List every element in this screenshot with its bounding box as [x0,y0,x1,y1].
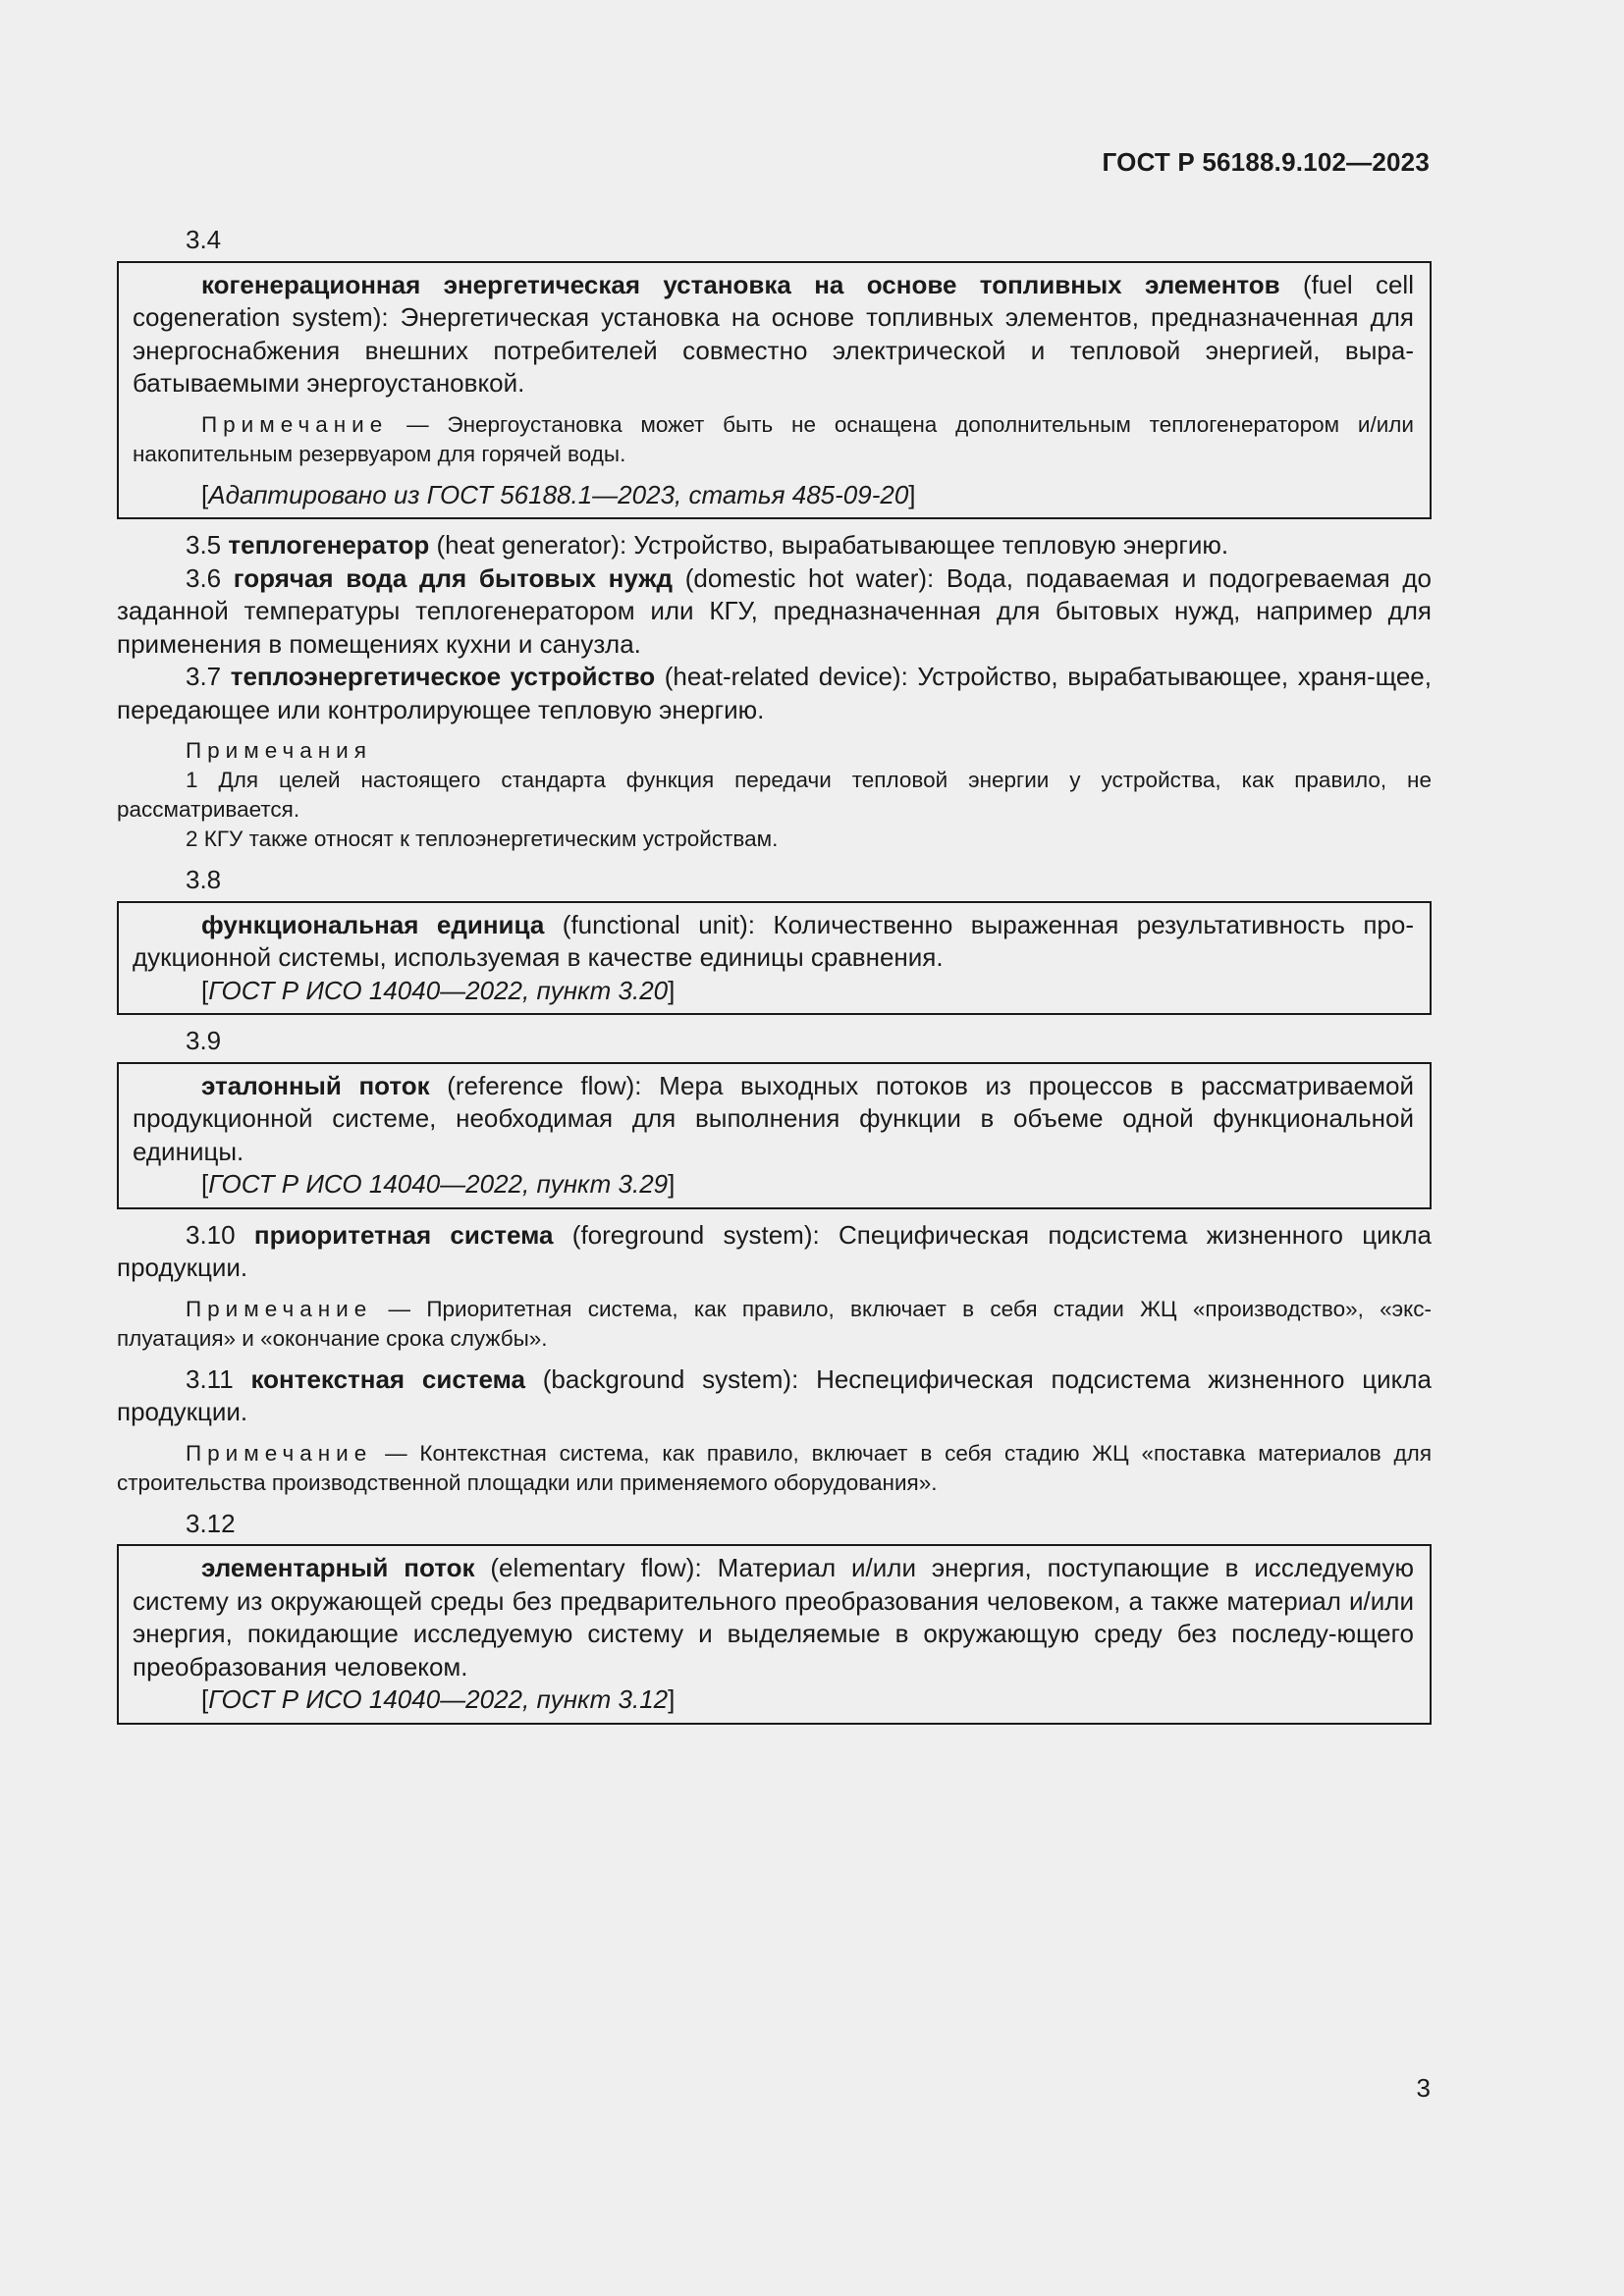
page-number: 3 [1416,2073,1431,2103]
source-reference: Адаптировано из ГОСТ 56188.1—2023, статья 485-09-20 [208,479,909,509]
term-number: 3.8 [186,865,222,894]
note-label: Примечание [186,1296,373,1321]
term-title: когенерационная энергетическая установка на основе топливных элементов [201,269,1280,299]
term-source: [Адаптировано из ГОСТ 56188.1—2023, статья 485-09-20] [201,479,916,509]
term-note [133,410,1414,469]
term-definition [117,661,1432,726]
source-reference: ГОСТ Р ИСО 14040—2022, пункт 3.29 [208,1169,669,1199]
note-text: — Энергоустановка может быть не оснащена дополнительным теплогенератором и/или накопительным резервуаром для горячей воды. [133,411,1414,466]
term-number: 3.9 [186,1026,222,1055]
standard-code: ГОСТ Р 56188.9.102—2023 [1102,147,1430,177]
document-body [117,224,1432,1735]
definition-text: (heat generator): Устройство, вырабатывающее тепловую энергию. [429,530,1229,560]
term-number: 3.10 [186,1219,254,1250]
definition-text: (background system): Неспецифическая подсистема жизненного цикла продукции. [117,1363,1432,1426]
term-source: [ГОСТ Р ИСО 14040—2022, пункт 3.12] [201,1684,676,1714]
note-label: Примечание [201,411,389,437]
term-definition [117,529,1432,562]
term-definition [133,1552,1414,1683]
definition-text: (fuel cell cogeneration system): Энергетическая установка на основе топливных элементов, предназначенная для энергоснабжения внешних потребителей совместно электрической и тепловой энергией, выра-батываемыми энергоустановкой. [133,269,1414,398]
term-note [117,1295,1432,1354]
definition-text: (foreground system): Специфическая подсистема жизненного цикла продукции. [117,1219,1432,1282]
term-title: контекстная система [250,1363,525,1394]
term-definition [133,1070,1414,1169]
term-number: 3.6 [186,562,234,593]
term-title: элементарный поток [201,1553,475,1582]
term-definition [133,909,1414,975]
source-reference: ГОСТ Р ИСО 14040—2022, пункт 3.20 [208,975,669,1005]
definition-text: (domestic hot water): Вода, подаваемая и подогреваемая до заданной температуры теплогенератором или КГУ, предназначенная для бытовых нужд, например для применения в помещениях кухни и санузла. [117,562,1432,659]
term-box-3-9 [117,1062,1432,1209]
term-box-3-12 [117,1544,1432,1725]
term-definition [133,269,1414,400]
term-title: горячая вода для бытовых нужд [233,562,674,593]
term-number: 3.7 [186,662,231,691]
term-box-3-4 [117,261,1432,520]
definition-text: (functional unit): Количественно выраженная результативность про-дукционной системы, используемая в качестве единицы сравнения. [133,909,1414,972]
term-title: теплоэнергетическое устройство [230,662,656,691]
term-title: функциональная единица [201,909,545,939]
term-source: [ГОСТ Р ИСО 14040—2022, пункт 3.29] [201,1169,676,1199]
term-source: [ГОСТ Р ИСО 14040—2022, пункт 3.20] [201,975,676,1005]
term-box-3-8 [117,901,1432,1016]
definition-text: (heat-related device): Устройство, вырабатывающее, храня-щее, передающее или контролирующее тепловую энергию. [117,662,1432,724]
note-text: — Контекстная система, как правило, включает в себя стадию ЖЦ «поставка материалов для строительства производственной площадки или применяемого оборудования». [117,1440,1432,1495]
definition-text: (reference flow): Мера выходных потоков из процессов в рассматриваемой продукционной системе, необходимая для выполнения функции в объеме одной функциональной единицы. [133,1070,1415,1166]
term-number: 3.4 [186,225,222,254]
term-note-2: 2 КГУ также относят к теплоэнергетическим устройствам. [186,827,779,851]
term-title: эталонный поток [201,1070,430,1100]
term-note-1: 1 Для целей настоящего стандарта функция передачи тепловой энергии у устройства, как правило, не рассматривается. [117,768,1432,822]
note-label: Примечание [186,1440,373,1466]
definition-text: (elementary flow): Материал и/или энергия, поступающие в исследуемую систему из окружающей среды без предварительного преобразования человеком, а также материал и/или энергия, покидающие исследуемую систему и выделяемые в окружающую среду без последу-ющего преобразования человеком. [133,1553,1414,1682]
term-definition [117,1219,1432,1285]
term-note [117,1439,1432,1498]
term-number: 3.11 [186,1363,251,1394]
term-number: 3.5 [186,530,229,560]
note-text: — Приоритетная система, как правило, включает в себя стадии ЖЦ «производство», «экс-плуатация» и «окончание срока службы». [117,1296,1432,1351]
term-definition [117,1363,1432,1429]
term-title: приоритетная система [253,1219,554,1250]
source-reference: ГОСТ Р ИСО 14040—2022, пункт 3.12 [208,1684,669,1714]
term-title: теплогенератор [228,530,430,560]
term-definition [117,562,1432,662]
term-number: 3.12 [186,1508,236,1538]
notes-label: Примечания [186,738,372,763]
